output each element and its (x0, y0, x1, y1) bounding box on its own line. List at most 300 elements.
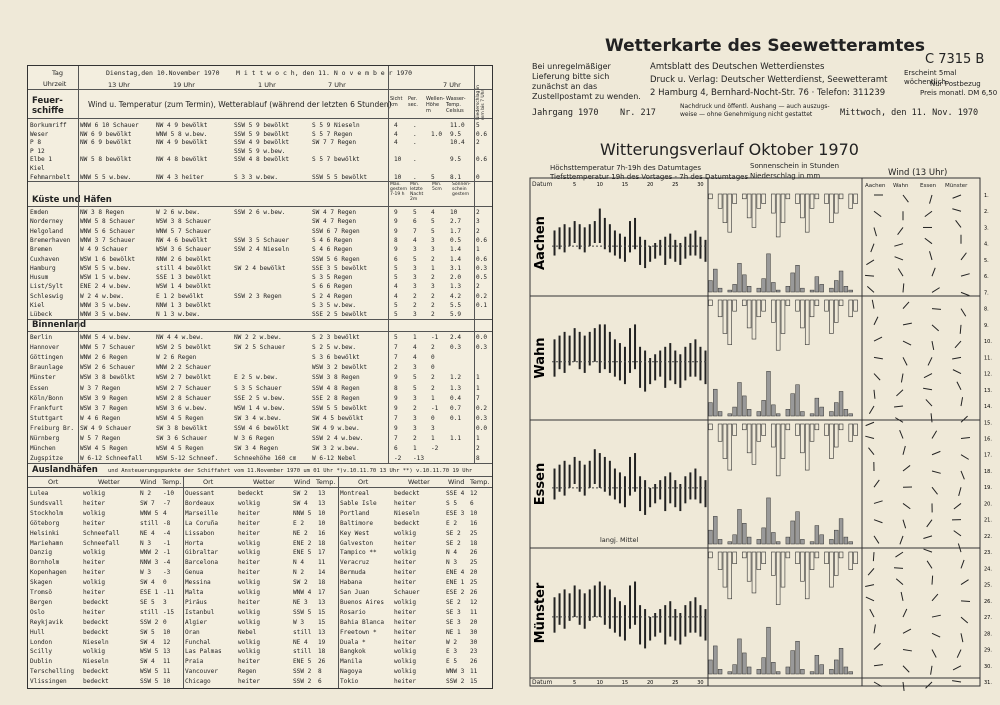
water-temp-header: Wasser-Temp. Celsius (446, 96, 466, 114)
table-cell: wolkig (238, 539, 261, 547)
sunshine-bar (752, 194, 756, 227)
wind-arrow (932, 615, 941, 617)
sunshine-bar (747, 300, 751, 328)
table-cell: SSW 5 9 bewölkt (234, 130, 290, 138)
table-cell: 9 (394, 246, 398, 254)
precip-bar (709, 281, 713, 292)
table-cell: SW 4 (140, 638, 155, 646)
precip-bar (742, 523, 746, 544)
table-cell: 1 (476, 384, 480, 392)
table-cell: SSW 2 (140, 618, 159, 626)
table-cell: 3 (431, 236, 435, 244)
precip-bar (762, 400, 766, 416)
sunshine-bar (742, 552, 746, 558)
precip-bar (849, 414, 853, 416)
table-cell: ESE 2 (446, 589, 465, 596)
table-cell: heiter (83, 608, 106, 616)
table-cell: wolkig (83, 579, 106, 587)
precip-bar (820, 535, 824, 544)
table-cell: Skagen (30, 579, 53, 587)
table-cell: 5 (394, 302, 398, 309)
wind-day-label: 22. (984, 533, 992, 540)
table-cell: WNW 5 5 w.bew. (80, 173, 132, 181)
sunshine-bar (796, 194, 800, 204)
wind-arrow (932, 325, 939, 331)
table-cell: 1.3 (450, 283, 462, 291)
table-cell: Key West (340, 529, 370, 537)
table-cell: NW 6 9 bewölkt (80, 130, 132, 138)
table-cell: NE 4 (140, 529, 155, 537)
table-cell: Tokio (340, 678, 359, 686)
divider (338, 476, 339, 688)
table-cell: 1.4 (450, 255, 462, 263)
table-cell: 0.2 (476, 292, 488, 300)
table-cell: SSW 3 8 Regen (312, 374, 360, 382)
table-cell: SW 7 (140, 499, 155, 507)
table-cell: W 2 (446, 638, 458, 646)
table-cell: 26 (470, 589, 478, 596)
sunshine-bar (728, 424, 732, 470)
sunshine-bar (854, 194, 858, 204)
table-cell: SW 3 4 w.bew. (234, 414, 282, 422)
wind-arrow (900, 430, 903, 438)
wave-height-header: Wellen-Höhe m (426, 96, 445, 114)
table-cell: SE 5 (140, 598, 155, 606)
table-cell: SSW 2 3 Regen (234, 292, 282, 300)
sunshine-bar (796, 552, 800, 564)
divider (183, 476, 184, 688)
table-cell: 4 (394, 292, 398, 300)
sunshine-bar (723, 194, 727, 223)
sunshine-bar (815, 194, 819, 199)
table-cell: 0.0 (476, 424, 488, 432)
wind-day-label: 9. (984, 322, 989, 329)
table-cell: bedeckt (394, 490, 420, 497)
wind-arrow (903, 446, 905, 455)
table-cell: 18 (318, 539, 326, 547)
table-cell: still (293, 628, 312, 636)
table-cell: S 2 5 w.bew. (312, 344, 357, 352)
table-cell: 0 (163, 579, 167, 587)
table-cell: E 2 (446, 519, 458, 527)
sunshine-bar (810, 300, 814, 317)
wind-day-label: 20. (984, 501, 992, 508)
table-cell: still 4 bewölkt (156, 264, 212, 272)
wind-arrow (932, 650, 936, 658)
wind-arrow (903, 323, 912, 325)
table-cell: NW 4 4 w.bew. (156, 334, 204, 341)
table-cell: bedeckt (83, 628, 109, 636)
wind-arrow (903, 520, 906, 529)
table-cell: 15 (470, 678, 478, 686)
table-cell: 1 (476, 374, 480, 382)
table-cell: -10 (163, 490, 175, 497)
wind-day-label: 5. (984, 257, 989, 264)
table-cell: Emden (30, 209, 49, 216)
table-cell: 2 (431, 374, 435, 382)
table-cell: WNW 2 6 Regen (80, 354, 128, 362)
wind-day-label: 26. (984, 598, 992, 605)
table-cell: 0.6 (476, 236, 488, 244)
table-cell: Messina (185, 579, 211, 587)
sunshine-bar (728, 194, 732, 232)
table-cell: 2 (413, 435, 417, 442)
table-cell: -11 (163, 589, 175, 596)
table-cell: 7 (394, 435, 398, 442)
station-label-aachen: Aachen (533, 216, 548, 270)
ausland-section-title: Auslandhäfen (32, 465, 98, 475)
wind-day-label: 7. (984, 290, 989, 297)
table-cell: 9 (394, 394, 398, 402)
precip-bar (713, 389, 717, 416)
table-cell: 2 (476, 139, 480, 147)
precip-bar (709, 530, 713, 544)
table-cell: WSW 5 5 w.bew. (80, 264, 132, 272)
table-cell: 1.3 (450, 384, 462, 392)
sunshine-bar (747, 194, 751, 218)
wind-day-label: 4. (984, 241, 989, 248)
sunshine-bar (849, 424, 853, 441)
table-cell: 7 (394, 414, 398, 422)
precip-bar (791, 651, 795, 674)
table-cell: 5 (431, 218, 435, 226)
table-cell: bedeckt (83, 678, 109, 686)
table-cell: NE 1 (446, 628, 461, 636)
table-cell: Funchal (185, 638, 211, 646)
sunshine-bar (810, 424, 814, 441)
sunshine-bar (849, 552, 853, 570)
table-cell: still (140, 519, 159, 527)
table-cell: 7 (394, 344, 398, 352)
station-label-wahn: Wahn (533, 337, 548, 379)
wind-arrow (961, 292, 969, 295)
sunshine-bar (849, 300, 853, 317)
wind-arrow (952, 209, 961, 211)
wind-day-label: 30. (984, 663, 992, 670)
wind-arrow (896, 579, 903, 585)
day-tick-label: 20 (646, 680, 654, 686)
table-cell: -1 (431, 404, 439, 412)
wind-day-label: 31. (984, 680, 992, 686)
table-cell: 30 (470, 628, 478, 636)
table-cell: wolkig (394, 658, 417, 666)
table-cell: Baltimore (340, 519, 374, 527)
sicht-header: Sicht km (390, 96, 403, 108)
precip-bar (829, 412, 833, 416)
table-cell: SW 2 5 Schauer (234, 344, 286, 352)
table-cell: -1 (163, 549, 171, 557)
wind-arrow (931, 413, 932, 422)
wind-arrow (924, 549, 932, 552)
table-cell: 12 (163, 638, 171, 646)
table-cell: Tampico ** (340, 549, 377, 557)
table-cell: S 3 6 bewölkt (312, 354, 360, 362)
table-cell: S 6 6 Regen (312, 283, 353, 291)
table-cell: 15 (318, 618, 326, 626)
table-cell: S 5 7 bewölkt (312, 156, 360, 164)
table-cell: 3 (413, 394, 417, 402)
wind-arrow (932, 431, 937, 439)
table-cell: SSW 5 (140, 678, 159, 686)
table-cell: Marseille (185, 509, 219, 517)
precip-bar (820, 407, 824, 416)
table-cell: 0.5 (476, 274, 488, 282)
table-cell: SSE 2 5 bewölkt (312, 311, 368, 319)
table-cell: ENE 1 (446, 579, 465, 587)
wind-arrow (926, 682, 932, 688)
sunshine-bar (733, 300, 737, 311)
table-cell: wolkig (83, 490, 106, 497)
wind-day-label: 18. (984, 468, 992, 475)
ausland-column-header: Wind (140, 478, 157, 486)
table-cell: N 2 (293, 569, 305, 577)
table-cell: Bornholm (30, 559, 60, 567)
sunshine-bar (776, 424, 780, 476)
time-13: 13 Uhr (108, 81, 130, 89)
table-cell: 2 (431, 292, 435, 300)
table-cell: 15 (318, 608, 326, 616)
table-cell: 5 (413, 209, 417, 216)
table-cell: WSW 3 7 Regen (80, 404, 128, 412)
table-cell: 10 (450, 209, 458, 216)
precip-bar (791, 273, 795, 292)
table-cell: Weser (30, 130, 49, 138)
table-cell: Schneefall (83, 539, 120, 547)
table-cell: Cuxhaven (30, 255, 60, 263)
table-cell: 0 (431, 354, 435, 362)
table-cell: wolkig (394, 529, 417, 537)
table-row (28, 676, 492, 687)
precip-bar (844, 409, 848, 416)
table-cell: 14 (318, 569, 326, 577)
sunshine-bar (805, 300, 809, 345)
table-cell: bedeckt (83, 598, 109, 606)
table-cell: SW 4 7 Regen (312, 209, 357, 216)
table-cell: Galveston (340, 539, 374, 547)
table-cell: 0.1 (476, 302, 488, 309)
wind-arrow (932, 594, 938, 601)
table-cell: -7 (163, 499, 171, 507)
sunshine-bar (757, 552, 761, 570)
sunshine-bar (757, 300, 761, 317)
table-cell: bedeckt (394, 519, 420, 527)
table-cell: heiter (394, 638, 417, 646)
table-cell: heiter (238, 519, 261, 527)
jahrgang: Jahrgang 1970 (532, 108, 599, 118)
table-cell: 0 (431, 364, 435, 372)
day-tick-label: 25 (672, 182, 679, 188)
sunshine-bar (781, 300, 785, 333)
table-cell: SW 4 5 bewölkt (312, 414, 364, 422)
table-cell: Manila (340, 658, 363, 666)
precip-bar (742, 275, 746, 292)
table-cell: Elbe 1 (30, 156, 53, 164)
table-cell: 13 (318, 598, 326, 606)
wind-col-essen: Essen (920, 183, 937, 189)
day-tick-label: 30 (697, 182, 704, 188)
sunshine-bar (834, 552, 838, 575)
wind-arrow (952, 357, 961, 359)
publication-code: C 7315 B (925, 52, 985, 67)
wind-arrow (927, 561, 932, 569)
wind-arrow (869, 406, 874, 414)
wind-arrow (960, 325, 961, 334)
table-cell: Bahia Blanca (340, 618, 385, 626)
table-cell: 3 (413, 364, 417, 372)
precip-bar (786, 409, 790, 416)
table-cell: 1.1 (450, 435, 462, 442)
sunshine-bar (733, 552, 737, 564)
table-cell: 4 (394, 122, 398, 129)
table-cell: heiter (394, 569, 417, 577)
table-cell: 10.4 (450, 139, 465, 147)
table-cell: 16 (318, 529, 326, 537)
sunshine-bar (757, 194, 761, 208)
table-cell: 2 (413, 404, 417, 412)
table-cell: ENE 5 (293, 658, 312, 666)
table-cell: -13 (413, 455, 425, 463)
table-cell: London (30, 638, 53, 646)
table-cell: heiter (83, 519, 106, 527)
wind-arrow (961, 580, 969, 585)
wind-arrow (961, 471, 964, 479)
table-cell: WSW 1 5 w.bew. (80, 274, 132, 282)
precip-bar (733, 284, 737, 292)
table-cell: 6 (413, 218, 417, 226)
precip-bar (757, 669, 761, 674)
table-cell: Nürnberg (30, 435, 60, 442)
table-cell: N 2 (140, 490, 152, 497)
table-cell: 2.0 (450, 274, 462, 282)
price-note: Preis monatl. DM 6,50 (920, 89, 998, 97)
table-cell: WSW 4 5 Regen (156, 445, 204, 453)
table-cell: wolkig (238, 608, 261, 616)
table-cell: 5 (431, 227, 435, 235)
precip-bar (738, 509, 742, 544)
wind-arrow (895, 257, 903, 260)
table-cell: 10 (318, 509, 326, 517)
table-cell: München (30, 445, 56, 453)
sunshine-bar (742, 424, 746, 430)
table-cell: S 2 3 bewölkt (312, 334, 360, 341)
precip-bar (713, 516, 717, 544)
sunshine-bar (762, 194, 766, 204)
table-cell: SSW 6 7 Regen (312, 227, 360, 235)
table-cell: 2 (394, 364, 398, 372)
table-cell: -1 (431, 334, 439, 341)
table-cell: 6 (394, 445, 398, 453)
precip-bar (771, 532, 775, 544)
wind-arrow (931, 666, 932, 675)
table-cell: WSW 4 5 Regen (80, 445, 128, 453)
table-cell: N 3 (140, 539, 152, 547)
wind-arrow (868, 448, 874, 455)
table-cell: E 2 (293, 519, 305, 527)
wind-arrow (954, 531, 961, 536)
day-tick-label: 25 (672, 680, 679, 686)
table-cell: 7 (413, 227, 417, 235)
table-cell: 1 (476, 435, 480, 442)
wind-day-label: 24. (984, 566, 992, 573)
date-wednesday: M i t t w o c h, den 11. N o v e m b e r 1970 (236, 69, 413, 77)
table-cell: wolkig (238, 589, 261, 596)
table-cell: 9 (394, 404, 398, 412)
table-cell: 8.1 (450, 173, 462, 181)
wind-arrow (961, 601, 970, 602)
wind-arrow (932, 268, 935, 276)
table-cell: 11 (163, 658, 171, 666)
wind-day-label: 27. (984, 615, 992, 622)
table-cell: wolkig (238, 618, 261, 626)
wind-arrow (866, 597, 874, 601)
uhrzeit-label: Uhrzeit (43, 80, 67, 88)
table-cell: WNW 6 10 Schauer (80, 122, 139, 129)
table-cell: 0.6 (476, 255, 488, 263)
wind-day-label: 25. (984, 582, 992, 589)
wind-arrow (874, 624, 875, 633)
table-cell: . (413, 122, 417, 129)
table-cell: 10 (394, 156, 402, 164)
table-cell: 1 (476, 246, 480, 254)
sunshine-bar (825, 552, 829, 564)
table-cell: SW 2 (293, 579, 308, 587)
table-cell: heiter (394, 618, 417, 626)
table-cell: 8 (476, 455, 480, 463)
table-cell: ENE 4 (446, 569, 465, 577)
table-cell: Göttingen (30, 354, 64, 362)
table-cell: 9.5 (450, 130, 462, 138)
table-cell: Schleswig (30, 292, 64, 300)
precip-bar (762, 528, 766, 544)
wind-day-label: 23. (984, 550, 992, 557)
precip-bar (844, 667, 848, 674)
precip-bar (728, 290, 732, 292)
sunshine-bar (709, 300, 713, 306)
wind-arrow (925, 211, 932, 216)
sunshine-bar (723, 300, 727, 333)
table-cell: wolkig (238, 638, 261, 646)
table-cell: 13 (163, 648, 171, 656)
sunshine-bar (825, 424, 829, 436)
table-cell: Nieseln (394, 509, 420, 517)
sunshine-bar (771, 552, 775, 575)
precip-bar (718, 288, 722, 292)
sunshine-bar (796, 300, 800, 311)
table-cell: NNW 5 (293, 509, 312, 517)
table-cell: 8 (394, 236, 398, 244)
table-cell: 10 (163, 678, 171, 686)
feuerschiffe-label: Feuer- schiffe (32, 96, 64, 116)
table-cell: Fehmarnbelt (30, 173, 71, 181)
table-cell: 3 (413, 274, 417, 282)
sunshine-bar (810, 194, 814, 208)
table-cell: 4 (163, 509, 167, 517)
table-cell: Helgoland (30, 227, 64, 235)
wind-arrow (874, 520, 882, 523)
table-cell: SW 7 7 Regen (312, 139, 357, 147)
table-cell: wolkig (394, 668, 417, 676)
sunshine-bar (800, 300, 804, 328)
issue-number: Nr. 217 (620, 108, 656, 118)
precip-bar (834, 403, 838, 416)
precip-bar (796, 265, 800, 292)
wind-arrow (928, 357, 932, 365)
wind-arrow (961, 617, 968, 623)
table-cell: WSW 2 6 Schauer (80, 364, 136, 372)
table-cell: 5 (394, 311, 398, 319)
wind-arrow (930, 195, 932, 204)
table-cell: SW 4 (293, 499, 308, 507)
